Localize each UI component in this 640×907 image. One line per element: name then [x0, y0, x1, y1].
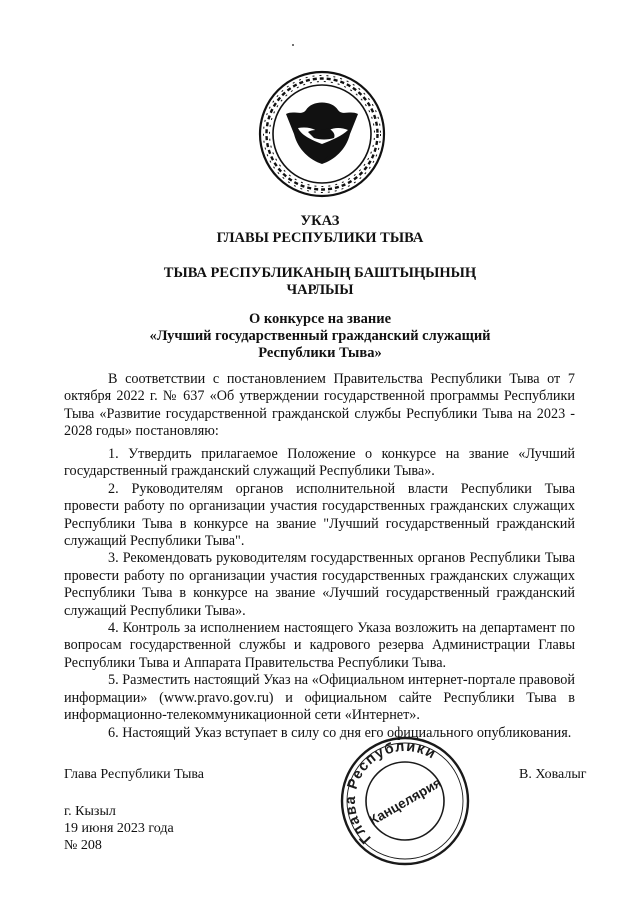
- tuva-coat-of-arms-icon: [258, 70, 386, 198]
- intro-paragraph-block: [64, 371, 575, 441]
- subject-line-3: Республики Тыва»: [258, 345, 382, 361]
- signatory-name: В. Ховалыг: [519, 767, 587, 782]
- decree-item: 4. Контроль за исполнением настоящего Указа возложить на департамент по вопросам государственной службы и кадрового резерва Администрации Главы Республики Тыва и Аппарата Правительства Республики Тыва.: [64, 620, 575, 671]
- decree-date: 19 июня 2023 года: [64, 821, 174, 836]
- tuvan-heading: [0, 265, 640, 299]
- decree-items: [64, 446, 575, 742]
- city: г. Кызыл: [64, 804, 116, 819]
- decree-item: 5. Разместить настоящий Указ на «Официальном интернет-портале правовой информации» (www.pravo.gov.ru) и официальном сайте Республики Тыва в информационно-телекоммуникационной сети «Интернет».: [64, 672, 575, 724]
- decree-subject: [0, 311, 640, 362]
- scan-speck: [292, 44, 294, 46]
- signatory-position: Глава Республики Тыва: [64, 767, 205, 782]
- decree-number: № 208: [64, 838, 102, 853]
- stamp-outer-text: Глава Республики: [342, 738, 439, 847]
- decree-word: УКАЗ: [300, 213, 340, 229]
- tuvan-line-1: ТЫВА РЕСПУБЛИКАНЫҢ БАШТЫҢЫНЫҢ: [163, 265, 477, 281]
- chancellery-stamp: [339, 735, 471, 867]
- stamp-inner-text: Канцелярия: [366, 774, 444, 829]
- decree-item: 6. Настоящий Указ вступает в силу со дня его официального опубликования.: [108, 724, 572, 741]
- decree-footer: [64, 803, 174, 854]
- decree-of: ГЛАВЫ РЕСПУБЛИКИ ТЫВА: [216, 230, 424, 246]
- decree-heading: [0, 213, 640, 247]
- tuvan-line-2: ЧАРЛЫЫ: [286, 282, 354, 298]
- decree-item: 2. Руководителям органов исполнительной власти Республики Тыва провести работу по организации участия государственных гражданских служащих Республики Тыва в конкурсе на звание "Лучший государственный гражданский служащий Республики Тыва".: [64, 480, 575, 550]
- subject-line-2: «Лучший государственный гражданский служащий: [149, 328, 491, 344]
- decree-item: 1. Утвердить прилагаемое Положение о конкурсе на звание «Лучший государственный гражданский служащий Республики Тыва».: [64, 446, 575, 480]
- intro-paragraph: В соответствии с постановлением Правительства Республики Тыва от 7 октября 2022 г. № 637 «Об утверждении государственной программы Республики Тыва «Развитие государственной гражданской службы Республики Тыва на 2023 - 2028 годы» постановляю:: [64, 371, 575, 440]
- subject-line-1: О конкурсе на звание: [248, 311, 392, 327]
- decree-item: 3. Рекомендовать руководителям государственных органов Республики Тыва провести работу по организации участия государственных гражданских служащих Республики Тыва в конкурсе на звание «Лучший государственный гражданский служащий Республики Тыва».: [64, 550, 575, 619]
